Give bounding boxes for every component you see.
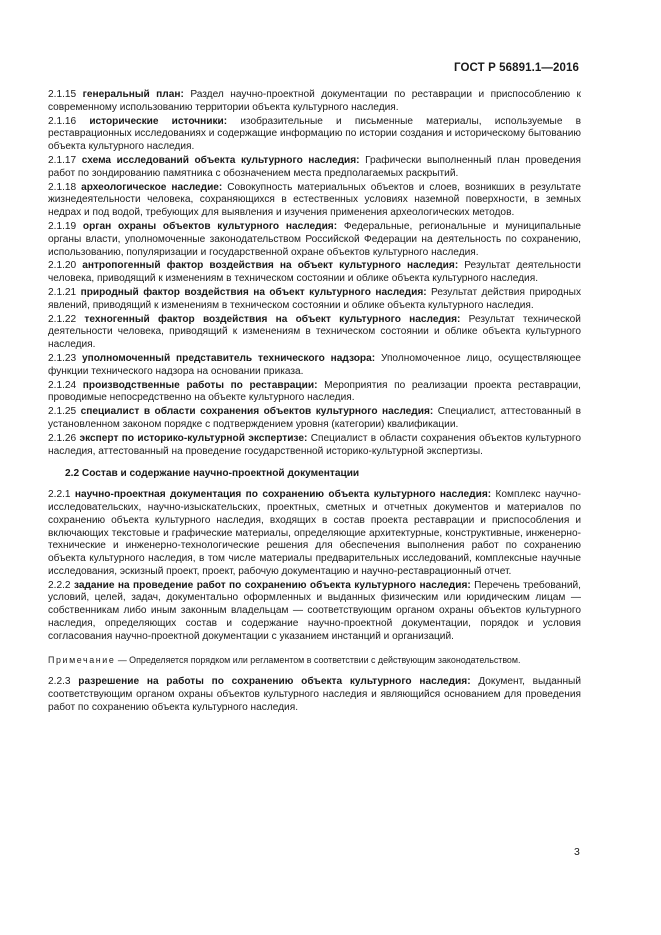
entry-term: разрешение на работы по сохранению объекта культурного наследия: (78, 676, 471, 688)
entry-term: схема исследований объекта культурного наследия: (81, 154, 360, 166)
entry-definition: Комплекс научно-исследовательских, научно-изыскательских, проектных, сметных и отчетных документов и материалов по сохранению объекта культурного наследия, входящих в состав проекта реставрации и приспособления и включающих текстовые и графические материалы, определяющие архитектурные, конструктивные, инженерно-технические и инженерно-технологические решения для обеспечения выполнения работ по сохранению объекта культурного наследия, в том числе материалы предварительных исследований, комплексные научные исследования, эскизный проект, проект, рабочую документацию и научно-реставрационный отчет. (48, 489, 581, 577)
definition-entry (48, 676, 581, 714)
definition-entry (48, 406, 581, 432)
note-label: Примечание (48, 654, 116, 665)
entry-definition: Мероприятия по реализации проекта реставрации, проводимые непосредственно на объекте культурного наследия. (48, 379, 581, 404)
entry-term: природный фактор воздействия на объект культурного наследия: (80, 286, 427, 298)
entry-number: 2.1.18 (48, 181, 77, 193)
entry-definition: Раздел научно-проектной документации по реставрации и приспособлению к современному использованию территории объекта культурного наследия. (48, 89, 581, 113)
definition-entry (48, 260, 581, 286)
entry-term: уполномоченный представитель технического надзора: (82, 352, 376, 364)
entry-definition: Совокупность материальных объектов и слоев, возникших в результате жизнедеятельности человека, сохраняющихся в естественных условиях наземной поверхности, в земных недрах и под водой, требующих для выявления и изучения применения археологических методов. (48, 181, 581, 219)
definitions-list-2-2-cont (48, 676, 581, 714)
entry-number: 2.1.20 (48, 260, 77, 272)
note-text: — Определяется порядком или регламентом в соответствии с действующим законодательством. (117, 654, 521, 665)
definition-entry (48, 116, 581, 154)
entry-term: генеральный план: (82, 89, 184, 100)
entry-number: 2.1.19 (48, 220, 77, 232)
entry-number: 2.1.16 (48, 115, 77, 127)
entry-number: 2.2.2 (48, 579, 71, 591)
entry-definition: Специалист в области сохранения объектов культурного наследия, аттестованный на проведение государственной историко-культурной экспертизы. (48, 432, 581, 457)
entry-term: специалист в области сохранения объектов культурного наследия: (80, 406, 434, 418)
definition-entry (48, 221, 581, 259)
entry-number: 2.1.15 (48, 89, 77, 100)
section-heading: 2.2 Состав и содержание научно-проектной документации (65, 468, 360, 480)
definition-entry (48, 182, 581, 220)
entry-term: задание на проведение работ по сохранению объекта культурного наследия: (73, 579, 471, 591)
entry-term: орган охраны объектов культурного наследия: (82, 220, 338, 232)
definitions-list-2-2 (48, 489, 581, 644)
document-body (48, 89, 581, 716)
entry-definition: Документ, выданный соответствующим органом охраны объектов культурного наследия и являющийся основанием для проведения работ по сохранению объекта культурного наследия. (48, 676, 581, 714)
entry-term: антропогенный фактор воздействия на объект культурного наследия: (82, 260, 459, 272)
entry-definition: Результат технической деятельности человека, приводящий к изменениям в техническом состоянии и облике объекта культурного наследия. (48, 313, 581, 351)
entry-number: 2.1.26 (48, 432, 77, 444)
entry-term: производственные работы по реставрации: (82, 379, 318, 391)
entry-definition: Результат действия природных явлений, приводящий к изменениям в техническом состоянии и облике объекта культурного наследия. (48, 286, 582, 311)
entry-definition: Результат деятельности человека, приводящий к изменениям в техническом состоянии и облике объекта культурного наследия. (48, 260, 581, 285)
entry-definition: Перечень требований, условий, целей, задач, документально оформленных и выданных физическим или юридическим лицам — собственникам либо иным законным владельцам — соответствующим органом охраны объектов культурного наследия, определяющих состав и содержание научно-проектной документации, порядок и условия согласования научно-проектной документации с указанием инстанций и организаций. (48, 579, 581, 642)
page-number: 3 (574, 846, 580, 858)
definition-entry (48, 314, 581, 352)
entry-number: 2.1.24 (48, 379, 77, 391)
entry-number: 2.1.23 (48, 352, 77, 364)
definition-entry (48, 353, 581, 379)
entry-number: 2.2.3 (48, 676, 71, 688)
entry-definition: Графически выполненный план проведения работ по зондированию памятника с обозначением места предполагаемых раскрытий. (48, 154, 581, 179)
entry-number: 2.1.22 (48, 313, 77, 325)
document-code: ГОСТ Р 56891.1—2016 (454, 62, 579, 74)
entry-definition: Уполномоченное лицо, осуществляющее функции технического надзора на основании приказа. (48, 352, 581, 377)
definition-entry (48, 287, 581, 313)
entry-term: научно-проектная документация по сохранению объекта культурного наследия: (74, 489, 492, 501)
entry-definition: Федеральные, региональные и муниципальные органы власти, уполномоченные законодательством Российской Федерации на деятельность по сохранению, использованию, популяризации и государственной охране объектов культурного наследия. (48, 220, 581, 258)
entry-definition: изобразительные и письменные материалы, используемые в реставрационных исследованиях и содержащие информацию по истории создания и историческому бытованию объекта культурного наследия. (48, 115, 581, 153)
definition-entry (48, 489, 581, 579)
definition-entry (48, 380, 581, 406)
definition-entry (48, 433, 581, 459)
entry-term: эксперт по историко-культурной экспертизе: (79, 432, 308, 444)
entry-term: исторические источники: (89, 115, 228, 127)
definition-entry (48, 155, 581, 181)
definition-entry (48, 580, 581, 644)
entry-number: 2.2.1 (48, 489, 71, 501)
entry-term: техногенный фактор воздействия на объект культурного наследия: (84, 313, 461, 325)
entry-term: археологическое наследие: (81, 181, 223, 193)
entry-number: 2.1.25 (48, 406, 77, 418)
definitions-list-2-1 (48, 89, 581, 458)
entry-number: 2.1.21 (48, 286, 77, 298)
note (48, 654, 581, 667)
entry-definition: Специалист, аттестованный в установленном законом порядке с подтверждением уровня (категории) квалификации. (48, 406, 581, 430)
entry-number: 2.1.17 (48, 154, 77, 166)
definition-entry (48, 89, 581, 115)
